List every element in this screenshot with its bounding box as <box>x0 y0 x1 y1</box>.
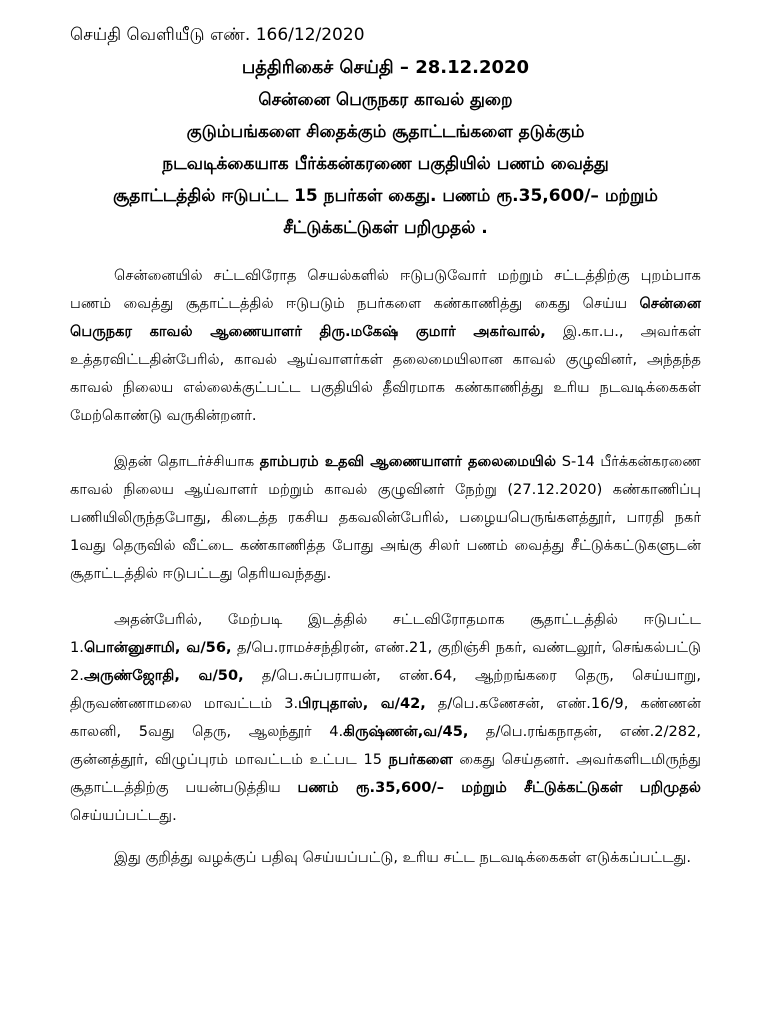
paragraph-1 <box>70 262 701 430</box>
headline-line-3: நடவடிக்கையாக பீர்க்கன்கரணை பகுதியில் பணம் வைத்து <box>162 154 609 174</box>
headline-line-1: சென்னை பெருநகர காவல் துறை <box>258 90 513 110</box>
paragraph-2 <box>70 448 701 588</box>
headline-line-2: குடும்பங்களை சிதைக்கும் சூதாட்டங்களை தடுக்கும் <box>186 122 585 142</box>
assistant-commissioner: தாம்பரம் உதவி ஆணையாளர் தலைமையில் <box>259 453 557 470</box>
paragraph-3-text-e: த/பெ.ரங்கநாதன், எண்.2/282, குன்னத்தூர், விழுப்புரம் மாவட்டம் உட்பட 15 <box>70 723 701 768</box>
headline-line-5: சீட்டுக்கட்டுகள் பறிமுதல் . <box>283 218 488 238</box>
paragraph-4 <box>70 844 701 872</box>
paragraph-3-text-d: த/பெ.கணேசன், எண்.16/9, கண்ணன் காலனி, 5வது தெரு, ஆலந்தூர் 4. <box>70 695 701 740</box>
paragraph-3-text-g: செய்யப்பட்டது. <box>70 807 177 824</box>
paragraph-2-text-b: S-14 பீர்க்கன்கரணை காவல் நிலைய ஆய்வாளர் மற்றும் காவல் குழுவினர் நேற்று (27.12.2020) கண்காணிப்பு பணியிலிருந்தபோது, கிடைத்த ரகசிய தகவலின்பேரில், பழையபெருங்களத்தூர், பாரதி நகர் 1வது தெருவில் வீட்டை கண்காணித்த போது அங்கு சிலர் பணம் வைத்து சீட்டுக்கட்டுகளுடன் சூதாட்டத்தில் ஈடுபட்டது தெரியவந்தது. <box>70 453 701 582</box>
headline-line-4: சூதாட்டத்தில் ஈடுபட்ட 15 நபர்கள் கைது. பணம் ரூ.35,600/– மற்றும் <box>113 186 658 206</box>
paragraph-3-text-a: அதன்பேரில், மேற்படி இடத்தில் சட்டவிரோதமாக சூதாட்டத்தில் ஈடுபட்ட 1. <box>70 611 701 656</box>
paragraph-1-text-a: சென்னையில் சட்டவிரோத செயல்களில் ஈடுபடுவோர் மற்றும் சட்டத்திற்கு புறம்பாக பணம் வைத்து சூதாட்டத்தில் ஈடுபடும் நபர்களை கண்காணித்து கைது செய்ய <box>70 267 701 312</box>
accused-name-2: அருண்ஜோதி, வ/50, <box>83 667 244 684</box>
accused-name-1: பொன்னுசாமி, வ/56, <box>83 639 232 656</box>
paragraph-3-text-b: த/பெ.ராமச்சந்திரன், எண்.21, குறிஞ்சி நகர், வண்டலூர், செங்கல்பட்டு 2. <box>70 639 701 684</box>
paragraph-3-text-c: த/பெ.சுப்பராயன், எண்.64, ஆற்றங்கரை தெரு, செய்யாறு, திருவண்ணாமலை மாவட்டம் 3. <box>70 667 702 712</box>
paragraph-3 <box>70 606 701 830</box>
persons-count-label: நபர்களை <box>388 751 453 768</box>
paragraph-3-text-f: கைது செய்தனர். அவர்களிடமிருந்து சூதாட்டத்திற்கு பயன்படுத்திய <box>70 751 701 796</box>
commissioner-name: சென்னை பெருநகர காவல் ஆணையாளர் திரு.மகேஷ் குமார் அகர்வால், <box>70 295 701 340</box>
title-date: பத்திரிகைச் செய்தி – 28.12.2020 <box>241 57 530 78</box>
paragraph-2-text-a: இதன் தொடர்ச்சியாக <box>114 453 260 470</box>
accused-name-3: பிரபுதாஸ், வ/42, <box>298 695 426 712</box>
paragraph-4-text: இது குறித்து வழக்குப் பதிவு செய்யப்பட்டு, உரிய சட்ட நடவடிக்கைகள் எடுக்கப்பட்டது. <box>114 849 692 866</box>
accused-name-4: கிருஷ்ணன்,வ/45, <box>343 723 469 740</box>
paragraph-1-text-b: இ.கா.ப., அவர்கள் உத்தரவிட்டதின்பேரில், காவல் ஆய்வாளர்கள் தலைமையிலான காவல் குழுவினர், அந்தந்த காவல் நிலைய எல்லைக்குட்பட்ட பகுதியில் தீவிரமாக கண்காணித்து உரிய நடவடிக்கைகள் மேற்கொண்டு வருகின்றனர். <box>70 323 701 424</box>
release-number: செய்தி வெளியீடு எண். 166/12/2020 <box>70 25 365 45</box>
seizure-details: பணம் ரூ.35,600/– மற்றும் சீட்டுக்கட்டுகள் பறிமுதல் <box>297 779 701 796</box>
